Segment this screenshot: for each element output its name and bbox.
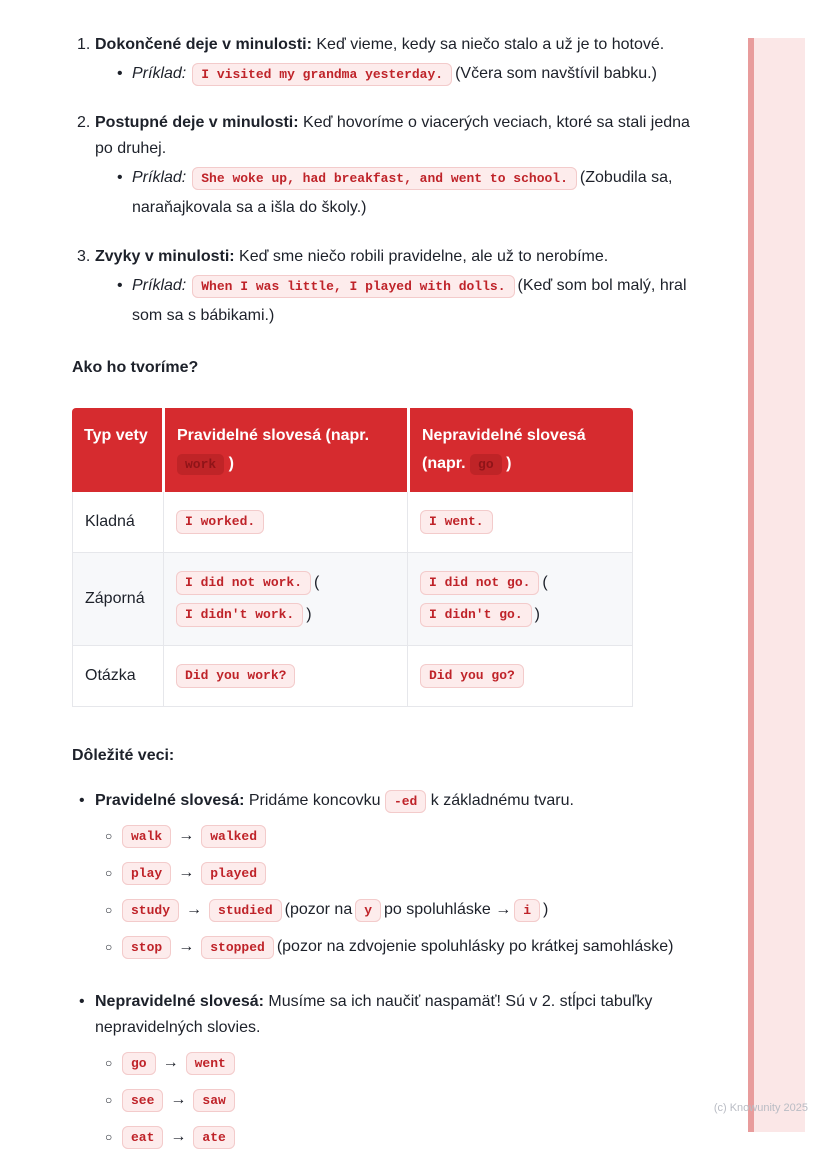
transform-line-stop bbox=[95, 934, 710, 960]
bullet-icon bbox=[72, 989, 95, 1161]
arrow-icon: → bbox=[178, 827, 195, 844]
note-code-chip-y: y bbox=[355, 899, 381, 922]
example-label: Príklad: bbox=[132, 169, 187, 186]
transform-to-chip: studied bbox=[209, 899, 282, 922]
circle-bullet-icon bbox=[95, 1050, 122, 1076]
table-row-question bbox=[73, 645, 632, 706]
code-chip: I didn't work. bbox=[176, 603, 303, 627]
arrow-icon: → bbox=[170, 1128, 187, 1145]
bullet-text: Pravidelné slovesá: Pridáme koncovku -ed k základnému tvaru. bbox=[95, 788, 710, 814]
table-body bbox=[72, 492, 633, 707]
bullet-irregular-verbs bbox=[72, 989, 710, 1161]
example-translation: (Zobudila sa, naraňajkovala sa a išla do školy.) bbox=[132, 169, 673, 216]
circle-bullet-icon bbox=[95, 897, 122, 923]
circle-bullet-icon bbox=[95, 860, 122, 886]
code-chip: I went. bbox=[420, 510, 493, 534]
transform-from-chip: play bbox=[122, 862, 171, 885]
table-row-affirmative bbox=[73, 492, 632, 552]
transform-from-chip: see bbox=[122, 1089, 163, 1112]
code-chip: I did not work. bbox=[176, 571, 311, 595]
note-code-chip-i: i bbox=[514, 899, 540, 922]
notes-bullet-list bbox=[72, 788, 710, 1161]
row-label: Otázka bbox=[85, 667, 136, 684]
arrow-icon: → bbox=[186, 901, 203, 918]
paren-open: ( bbox=[542, 574, 548, 591]
arrow-icon: → bbox=[162, 1054, 179, 1071]
list-item-past-habits bbox=[72, 244, 710, 331]
circle-bullet-icon bbox=[95, 823, 122, 849]
header-code-chip-go: go bbox=[470, 454, 502, 475]
example-code-chip: She woke up, had breakfast, and went to school. bbox=[192, 167, 577, 190]
circle-bullet-icon bbox=[95, 1087, 122, 1113]
example-label: Príklad: bbox=[132, 277, 187, 294]
transform-from-chip: walk bbox=[122, 825, 171, 848]
item-number: 1. bbox=[77, 36, 91, 53]
transform-from-chip: stop bbox=[122, 936, 171, 959]
row-label: Kladná bbox=[85, 513, 135, 530]
watermark: (c) Knowunity 2025 bbox=[713, 1102, 808, 1114]
item-title: Zvyky v minulosti: bbox=[95, 248, 235, 265]
bullet-title: Pravidelné slovesá: bbox=[95, 792, 245, 809]
example-code-chip: I visited my grandma yesterday. bbox=[192, 63, 452, 86]
transform-from-chip: eat bbox=[122, 1126, 163, 1149]
code-chip: I didn't go. bbox=[420, 603, 532, 627]
transform-to-chip: stopped bbox=[201, 936, 274, 959]
table-row-negative bbox=[73, 552, 632, 645]
transform-to-chip: walked bbox=[201, 825, 266, 848]
transform-from-chip: go bbox=[122, 1052, 156, 1075]
transform-note: (pozor na zdvojenie spoluhlásky po krátkej samohláske) bbox=[276, 938, 674, 955]
bullet-icon bbox=[72, 788, 95, 971]
usage-numbered-list bbox=[72, 32, 710, 331]
example-line bbox=[117, 163, 710, 223]
example-line bbox=[117, 271, 710, 331]
bullet-icon bbox=[117, 59, 132, 89]
bullet-text: Nepravidelné slovesá: Musíme sa ich naučiť naspamäť! Sú v 2. stĺpci tabuľky nepravidelných slovies. bbox=[95, 993, 653, 1036]
list-item-completed-actions bbox=[72, 32, 710, 89]
list-item-sequential-actions bbox=[72, 110, 710, 223]
item-desc: Keď sme niečo robili pravidelne, ale už to nerobíme. bbox=[234, 248, 609, 265]
circle-bullet-icon bbox=[95, 1124, 122, 1150]
header-cell-regular-verbs: Pravidelné slovesá (napr. work ) bbox=[162, 408, 407, 492]
circle-bullet-icon bbox=[95, 934, 122, 960]
item-title: Postupné deje v minulosti: bbox=[95, 114, 299, 131]
bullet-regular-verbs bbox=[72, 788, 710, 971]
paren-open: ( bbox=[314, 574, 320, 591]
code-chip: I worked. bbox=[176, 510, 264, 534]
transform-to-chip: saw bbox=[193, 1089, 234, 1112]
header-cell-irregular-verbs: Nepravidelné slovesá (napr. go ) bbox=[407, 408, 633, 492]
section-heading-notes: Dôležité veci: bbox=[72, 747, 175, 764]
transform-line-study bbox=[95, 897, 710, 923]
transform-note: po spoluhláske → bbox=[384, 901, 512, 918]
transform-to-chip: went bbox=[186, 1052, 235, 1075]
arrow-icon: → bbox=[178, 938, 195, 955]
transform-line-go bbox=[95, 1050, 710, 1076]
code-chip: Did you work? bbox=[176, 664, 295, 688]
code-chip: I did not go. bbox=[420, 571, 539, 595]
transform-line-play bbox=[95, 860, 710, 886]
header-cell-sentence-type: Typ vety bbox=[84, 427, 148, 444]
example-line bbox=[117, 59, 710, 89]
example-code-chip: When I was little, I played with dolls. bbox=[192, 275, 514, 298]
transform-to-chip: ate bbox=[193, 1126, 234, 1149]
example-translation: (Keď som bol malý, hral som sa s bábikami.) bbox=[132, 277, 687, 324]
transform-line-eat bbox=[95, 1124, 710, 1150]
item-number: 2. bbox=[77, 114, 91, 131]
section-heading-forming: Ako ho tvoríme? bbox=[72, 359, 199, 376]
item-desc: Keď hovoríme o viacerých veciach, ktoré sa stali jedna po druhej. bbox=[95, 114, 690, 157]
item-desc: Keď vieme, kedy sa niečo stalo a už je to hotové. bbox=[311, 36, 665, 53]
transform-to-chip: played bbox=[201, 862, 266, 885]
item-text bbox=[95, 244, 710, 270]
item-text bbox=[95, 32, 710, 58]
code-chip: Did you go? bbox=[420, 664, 524, 688]
transform-line-see bbox=[95, 1087, 710, 1113]
past-simple-table bbox=[72, 408, 633, 707]
arrow-icon: → bbox=[178, 864, 195, 881]
header-code-chip-work: work bbox=[177, 454, 224, 475]
ed-suffix-chip: -ed bbox=[385, 790, 426, 813]
item-title: Dokončené deje v minulosti: bbox=[95, 36, 312, 53]
paren-close: ) bbox=[306, 606, 312, 623]
bullet-icon bbox=[117, 163, 132, 223]
regular-transform-list bbox=[95, 823, 710, 960]
example-label: Príklad: bbox=[132, 65, 187, 82]
row-label: Záporná bbox=[85, 590, 145, 607]
transform-note: ) bbox=[543, 901, 549, 918]
transform-note: (pozor na bbox=[284, 901, 353, 918]
bullet-icon bbox=[117, 271, 132, 331]
transform-from-chip: study bbox=[122, 899, 179, 922]
item-text bbox=[95, 110, 710, 162]
irregular-transform-list bbox=[95, 1050, 710, 1150]
transform-line-walk bbox=[95, 823, 710, 849]
item-number: 3. bbox=[77, 248, 91, 265]
table-header-row bbox=[72, 408, 633, 492]
bullet-title: Nepravidelné slovesá: bbox=[95, 993, 264, 1010]
paren-close: ) bbox=[534, 606, 540, 623]
arrow-icon: → bbox=[170, 1091, 187, 1108]
example-translation: (Včera som navštívil babku.) bbox=[455, 65, 657, 82]
